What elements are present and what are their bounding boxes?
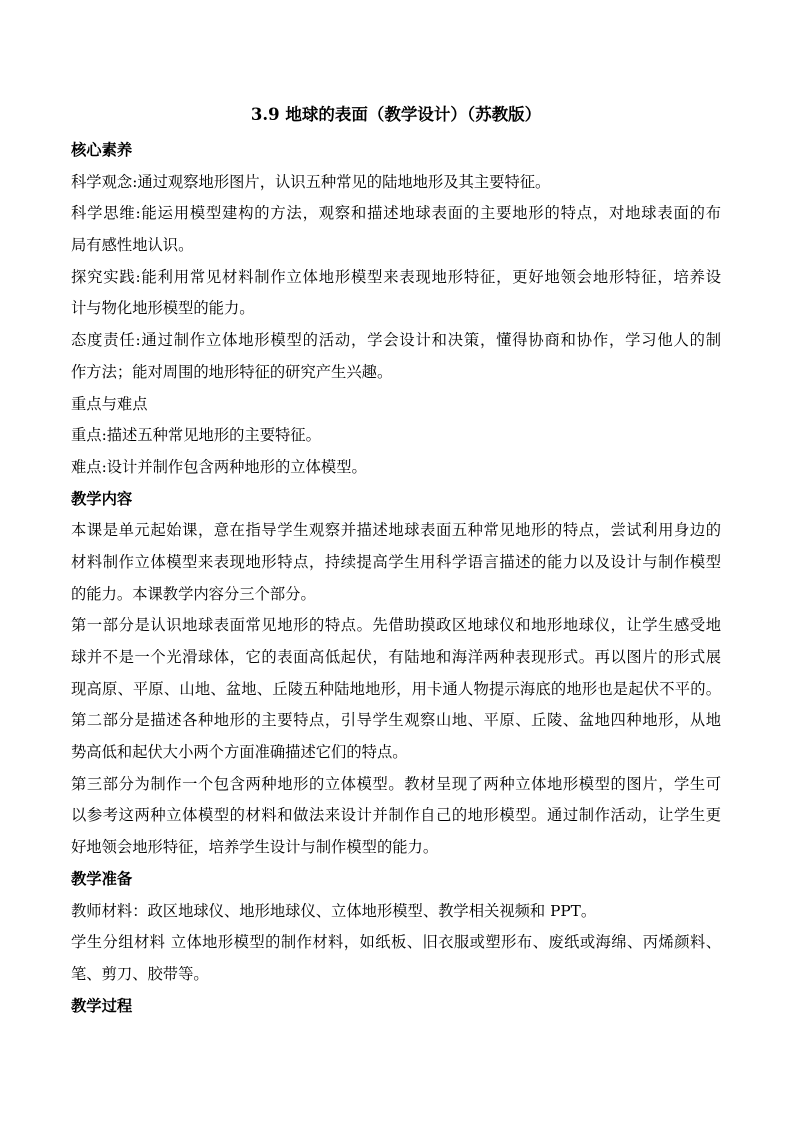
text-line: 科学观念:通过观察地形图片，认识五种常见的陆地地形及其主要特征。 (71, 172, 551, 191)
text-line: 态度责任:通过制作立体地形模型的活动，学会设计和决策，懂得协商和协作，学习他人的制 (71, 331, 721, 350)
text-line: 第三部分为制作一个包含两种地形的立体模型。教材呈现了两种立体地形模型的图片，学生可 (71, 774, 721, 793)
text-line: 教师材料：政区地球仪、地形地球仪、立体地形模型、教学相关视频和 PPT。 (71, 901, 597, 920)
text-line: 计与物化地形模型的能力。 (71, 299, 255, 318)
text-line: 现高原、平原、山地、盆地、丘陵五种陆地地形，用卡通人物提示海底的地形也是起伏不平的。 (71, 679, 721, 698)
text-line: 作方法；能对周围的地形特征的研究产生兴趣。 (71, 362, 393, 381)
section-heading: 教学内容 (71, 489, 133, 508)
text-line: 第一部分是认识地球表面常见地形的特点。先借助摸政区地球仪和地形地球仪，让学生感受地 (71, 616, 721, 635)
text-line: 学生分组材料 立体地形模型的制作材料，如纸板、旧衣服或塑形布、废纸或海绵、丙烯颜料、 (71, 933, 721, 952)
text-line: 材料制作立体模型来表现地形特点，持续提高学生用科学语言描述的能力以及设计与制作模型 (71, 552, 721, 571)
text-line: 势高低和起伏大小两个方面准确描述它们的特点。 (71, 743, 408, 762)
document-text (71, 135, 721, 1022)
section-heading: 教学过程 (71, 996, 133, 1015)
text-line: 探究实践:能利用常见材料制作立体地形模型来表现地形特征，更好地领会地形特征，培养设 (71, 267, 721, 286)
text-line: 局有感性地认识。 (71, 236, 194, 255)
text-line: 重点与难点 (71, 394, 148, 413)
text-line: 以参考这两种立体模型的材料和做法来设计并制作自己的地形模型。通过制作活动，让学生更 (71, 806, 721, 825)
text-line: 难点:设计并制作包含两种地形的立体模型。 (71, 457, 367, 476)
text-line: 本课是单元起始课，意在指导学生观察并描述地球表面五种常见地形的特点，尝试利用身边的 (71, 521, 721, 540)
document-body (71, 104, 721, 1022)
section-heading: 核心素养 (71, 141, 133, 159)
text-line: 重点:描述五种常见地形的主要特征。 (71, 426, 321, 445)
document-title: 3.9 地球的表面（教学设计）（苏教版） (250, 105, 542, 124)
text-line: 好地领会地形特征，培养学生设计与制作模型的能力。 (71, 838, 439, 857)
text-line: 球并不是一个光滑球体，它的表面高低起伏，有陆地和海洋两种表现形式。再以图片的形式展 (71, 648, 721, 666)
section-heading: 教学准备 (71, 869, 133, 888)
text-line: 笔、剪刀、胶带等。 (71, 964, 209, 983)
text-line: 的能力。本课教学内容分三个部分。 (71, 584, 316, 603)
text-line: 第二部分是描述各种地形的主要特点，引导学生观察山地、平原、丘陵、盆地四种地形，从地 (71, 711, 721, 730)
text-line: 科学思维:能运用模型建构的方法，观察和描述地球表面的主要地形的特点，对地球表面的布 (71, 204, 721, 223)
